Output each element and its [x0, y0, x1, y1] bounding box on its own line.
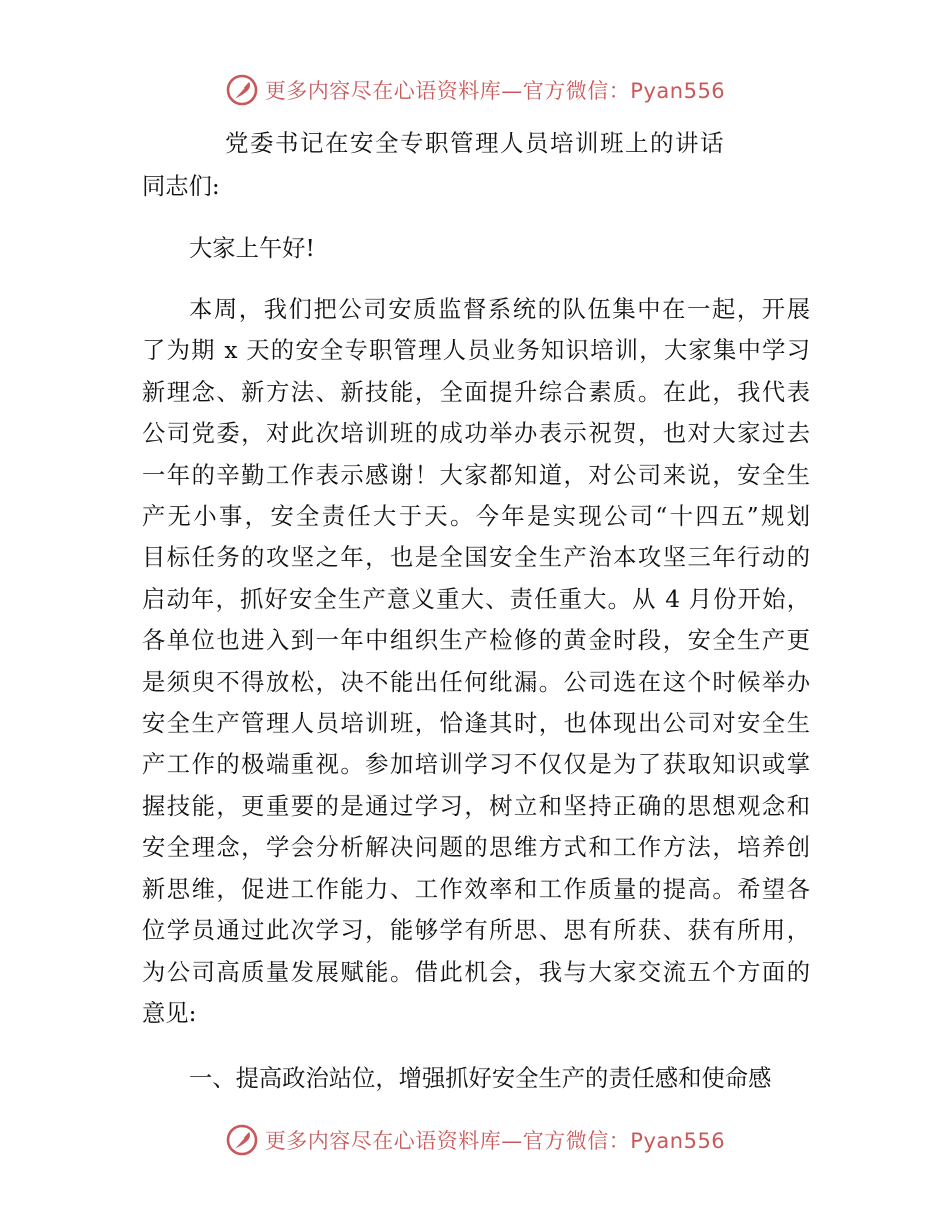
watermark-text: 更多内容尽在心语资料库—官方微信：Pyan556 — [264, 1129, 726, 1153]
body-line: 了为期 x 天的安全专职管理人员业务知识培训，大家集中学习 — [142, 337, 810, 365]
body-line: 为公司高质量发展赋能。借此机会，我与大家交流五个方面的 — [142, 958, 810, 986]
body-line: 新思维，促进工作能力、工作效率和工作质量的提高。希望各 — [142, 875, 810, 903]
greeting: 大家上午好! — [189, 235, 315, 262]
body-line: 公司党委，对此次培训班的成功举办表示祝贺，也对大家过去 — [142, 420, 810, 448]
feather-pen-logo-icon — [225, 1123, 259, 1157]
body-line: 产工作的极端重视。参加培训学习不仅仅是为了获取知识或掌 — [142, 751, 810, 779]
body-line: 安全理念，学会分析解决问题的思维方式和工作方法，培养创 — [142, 834, 810, 862]
watermark-banner-top — [0, 70, 950, 110]
body-line: 各单位也进入到一年中组织生产检修的黄金时段，安全生产更 — [142, 627, 810, 655]
feather-pen-logo-icon — [225, 73, 259, 107]
body-line: 意见: — [142, 999, 197, 1027]
body-line: 本周，我们把公司安质监督系统的队伍集中在一起，开展 — [189, 296, 810, 323]
body-line: 位学员通过此次学习，能够学有所思、思有所获、获有所用， — [142, 917, 810, 945]
body-line: 目标任务的攻坚之年，也是全国安全生产治本攻坚三年行动的 — [142, 544, 810, 572]
body-line: 一年的辛勤工作表示感谢！大家都知道，对公司来说，安全生 — [142, 461, 810, 489]
body-line: 新理念、新方法、新技能，全面提升综合素质。在此，我代表 — [142, 378, 810, 406]
section-heading: 一、提高政治站位，增强抓好安全生产的责任感和使命感 — [189, 1065, 772, 1092]
body-line: 握技能，更重要的是通过学习，树立和坚持正确的思想观念和 — [142, 792, 810, 820]
body-line: 安全生产管理人员培训班，恰逢其时，也体现出公司对安全生 — [142, 710, 810, 738]
body-line: 启动年，抓好安全生产意义重大、责任重大。从 4 月份开始， — [142, 585, 810, 613]
watermark-text: 更多内容尽在心语资料库—官方微信：Pyan556 — [264, 79, 726, 103]
document-title: 党委书记在安全专职管理人员培训班上的讲话 — [225, 129, 725, 157]
body-line: 产无小事，安全责任大于天。今年是实现公司“十四五”规划 — [142, 503, 810, 531]
watermark-banner-bottom — [0, 1120, 950, 1160]
salutation: 同志们: — [142, 173, 220, 200]
body-line: 是须臾不得放松，决不能出任何纰漏。公司选在这个时候举办 — [142, 668, 810, 696]
body-paragraph — [142, 289, 810, 1034]
